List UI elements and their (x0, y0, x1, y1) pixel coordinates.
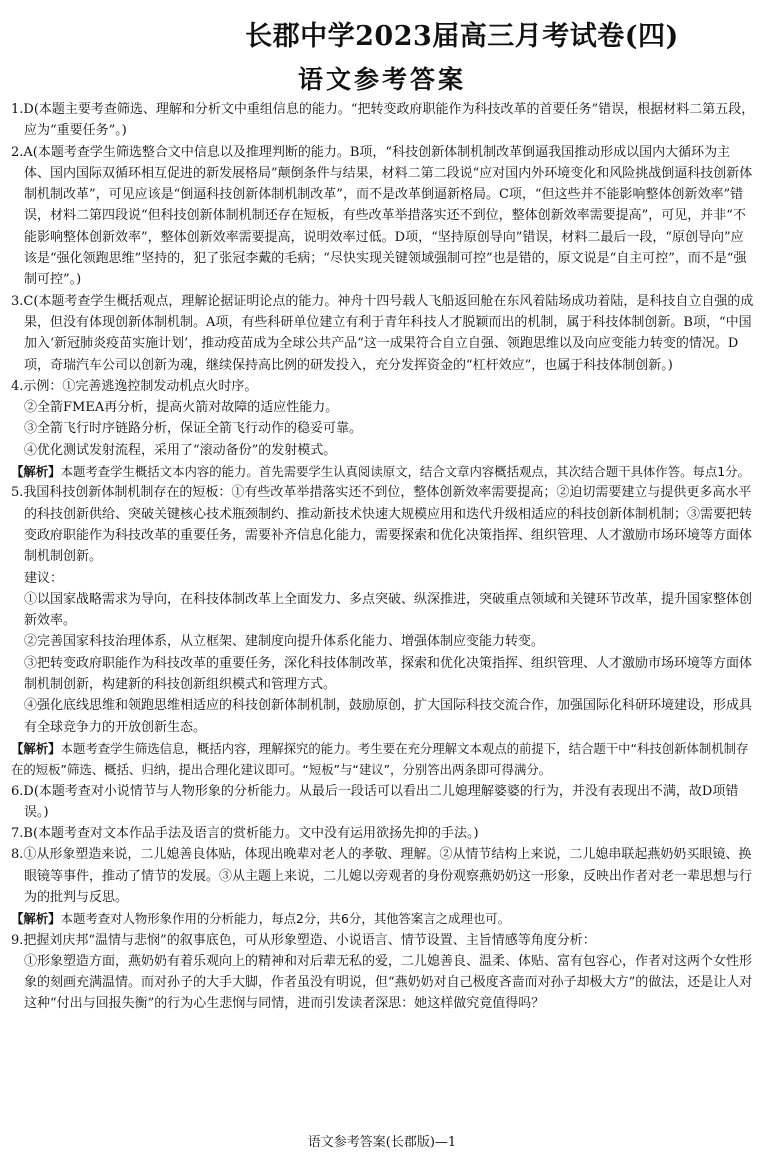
answer-8-analysis (11, 908, 755, 929)
answer-4-item: ②全箭FMEA再分析，提高火箭对故障的适应性能力。 (24, 400, 339, 416)
analysis-text: 本题考查学生筛选信息，概括内容，理解探究的能力。考生要在充分理解文本观点的前提下，结合题干中“科技创新体制机制存在的短板”筛选、概括、归纳，提出合理化建议即可。“短板”与“建议”，分别答出两条即可得满分。 (11, 740, 749, 778)
answer-5-item: ②完善国家科技治理体系，从立框架、建制度向提升体系化能力、增强体制应变能力转变。 (24, 634, 545, 650)
answer-7: 7.B(本题考查对文本作品手法及语言的赏析能力。文中没有运用欲扬先抑的手法。) (11, 826, 479, 842)
answer-5 (11, 482, 755, 780)
answer-6: 6.D(本题考查对小说情节与人物形象的分析能力。从最后一段话可以看出二儿媳理解婆婆的行为，并没有表现出不满，故D项错误。) (11, 783, 739, 820)
answer-5-item: ④强化底线思维和领跑思维相适应的科技创新体制机制，鼓励原创，扩大国际科技交流合作，加强国际化科研环境建设，形成具有全球竞争力的开放创新生态。 (24, 698, 753, 735)
answer-3: 3.C(本题考查学生概括观点，理解论据证明论点的能力。神舟十四号载人飞船返回舱在东风着陆场成功着陆，是科技自立自强的成果，但没有体现创新体制机制。A项，有些科研单位建立有利于青年科技人才脱颖而出的机制，属于科技体制创新。B项，“中国加入‘新冠肺炎疫苗实施计划’，推动疫苗成为全球公共产品”这一成果符合自立自强、领跑思维以及向应变能力转变的情况。D项，奇瑞汽车公司以创新为魂，继续保持高比例的研发投入，充分发挥资金的“杠杆效应”，也属于科技体制创新。) (11, 293, 754, 373)
answer-8-lead: 8.①从形象塑造来说，二儿媳善良体贴，体现出晚辈对老人的孝敬、理解。②从情节结构上来说，二儿媳串联起燕奶奶买眼镜、换眼镜等事件，推动了情节的发展。③从主题上来说，二儿媳以旁观者的身份观察燕奶奶这一形象，反映出作者对老一辈思想与行为的批判与反思。 (11, 847, 753, 905)
answer-5-item: ①以国家战略需求为导向，在科技体制改革上全面发力、多点突破、纵深推进，突破重点领域和关键环节改革，提升国家整体创新效率。 (24, 591, 753, 629)
exam-title: 长郡中学2023届高三月考试卷(四) (245, 21, 679, 52)
answer-5-analysis (11, 738, 755, 781)
answer-4-item: ④优化测试发射流程，采用了“滚动备份”的发射模式。 (24, 442, 337, 458)
answer-2: 2.A(本题考查学生筛选整合文中信息以及推理判断的能力。B项，“科技创新体制机制改革倒逼我国推动形成以国内大循环为主体、国内国际双循环相互促进的新发展格局”颠倒条件与结果，材料二第二段说“应对国内外环境变化和风险挑战倒逼科技创新体制机制改革”，可见应该是“倒逼科技创新体制机制改革”，而不是改革倒逼新格局。C项，“但这些并不能影响整体创新效率”错误，材料二第四段说“但科技创新体制机制还存在短板，有些改革举措落实还不到位，整体创新效率需要提高”，可见，并非“不能影响整体创新效率”，整体创新效率需要提高，说明效率过低。D项，“坚持原创导向”错误，材料二最后一段，“原创导向”应该是“强化领跑思维”坚持的，犯了张冠李戴的毛病；“尽快实现关键领域强制可控”也是错的，原文说是“自主可控”，而不是“强制可控”。) (11, 144, 753, 288)
analysis-tag: 【解析】 (11, 464, 61, 480)
answer-8 (11, 844, 755, 929)
analysis-tag: 【解析】 (11, 911, 61, 927)
answer-9-lead: 9.把握刘庆邦“温情与悲悯”的叙事底色，可从形象塑造、小说语言、情节设置、主旨情感等角度分析： (11, 932, 596, 948)
analysis-text: 本题考查对人物形象作用的分析能力，每点2分，共6分，其他答案言之成理也可。 (60, 911, 511, 927)
answer-5-suggest-label: 建议： (24, 570, 64, 586)
answer-5-lead: 5.我国科技创新体制机制存在的短板：①有些改革举措落实还不到位，整体创新效率需要提高；②迫切需要建立与提供更多高水平的科技创新供给、突破关键核心技术瓶颈制约、推动新技术快速大规模应用和迭代升级相适应的科技创新体制机制；③需要把转变政府职能作为科技改革的重要任务，需要补齐信息化能力，需要探索和优化决策指挥、组织管理、人才激励市场环境等方面体制机制创新。 (11, 485, 753, 565)
analysis-text: 本题考查学生概括文本内容的能力。首先需要学生认真阅读原文，结合文章内容概括观点，其次结合题干具体作答。每点1分。 (60, 464, 750, 480)
answer-5-item: ③把转变政府职能作为科技改革的重要任务，深化科技体制改革，探索和优化决策指挥、组织管理、人才激励市场环境等方面体制机制创新，构建新的科技创新组织模式和管理方式。 (24, 655, 753, 693)
answers-body (11, 99, 755, 1015)
answer-9 (11, 930, 755, 1015)
page-footer: 语文参考答案(长郡版)—1 (307, 1135, 457, 1150)
answer-4-analysis (11, 461, 755, 482)
answer-4 (11, 376, 755, 482)
answer-4-lead: 4.示例：①完善逃逸控制发动机点火时序。 (11, 378, 258, 394)
answer-4-item: ③全箭飞行时序链路分析，保证全箭飞行动作的稳妥可靠。 (24, 421, 363, 437)
answer-key-heading: 语文参考答案 (297, 65, 466, 94)
analysis-tag: 【解析】 (11, 740, 61, 756)
answer-1: 1.D(本题主要考查筛选、理解和分析文中重组信息的能力。“把转变政府职能作为科技改革的首要任务”错误，根据材料二第五段，应为“重要任务”。) (11, 102, 755, 139)
answer-9-item: ①形象塑造方面，燕奶奶有着乐观向上的精神和对后辈无私的爱，二儿媳善良、温柔、体贴、富有包容心，作者对这两个女性形象的刻画充满温情。而对孙子的大手大脚，作者虽没有明说，但“燕奶奶对自己极度吝啬而对孙子却极大方”的做法，还是让人对这种“付出与回报失衡”的行为心生悲悯与同情，进而引发读者深思：她这样做究竟值得吗？ (24, 953, 753, 1012)
